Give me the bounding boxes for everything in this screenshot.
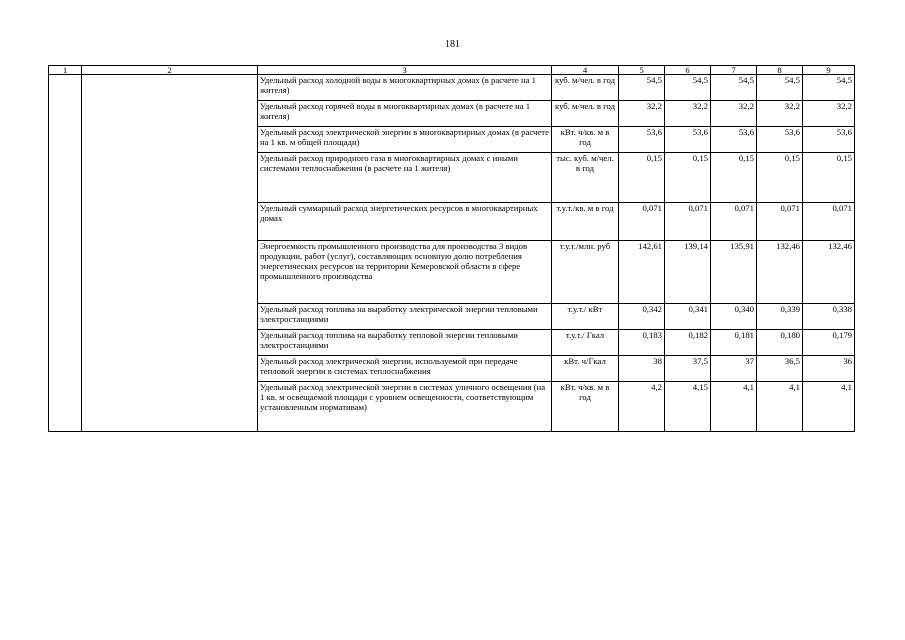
value-cell: 54,5 <box>665 75 711 101</box>
indicator-cell: Удельный расход природного газа в многоквартирных домах с иными системами теплоснабжения (в расчете на 1 жителя) <box>258 153 552 203</box>
column-header: 1 <box>49 66 82 75</box>
value-cell: 0,15 <box>757 153 803 203</box>
value-cell: 135,91 <box>711 241 757 304</box>
column-number-row <box>49 66 855 75</box>
value-cell: 0,15 <box>665 153 711 203</box>
value-cell: 37,5 <box>665 356 711 382</box>
column-header: 2 <box>82 66 258 75</box>
column-header: 4 <box>552 66 619 75</box>
empty-cell <box>82 75 258 432</box>
value-cell: 4,1 <box>711 382 757 432</box>
unit-cell: т.у.т./ кВт <box>552 304 619 330</box>
column-header: 6 <box>665 66 711 75</box>
value-cell: 0,181 <box>711 330 757 356</box>
value-cell: 4,1 <box>803 382 855 432</box>
value-cell: 54,5 <box>803 75 855 101</box>
value-cell: 53,6 <box>665 127 711 153</box>
value-cell: 0,071 <box>803 203 855 241</box>
value-cell: 36 <box>803 356 855 382</box>
value-cell: 32,2 <box>665 101 711 127</box>
indicator-cell: Удельный расход электрической энергии в системах уличного освещения (на 1 кв. м освещаемой площади с уровнем освещенности, соответствующим установленным нормативам) <box>258 382 552 432</box>
value-cell: 0,15 <box>711 153 757 203</box>
page-number: 181 <box>445 39 460 50</box>
unit-cell: кВт. ч/кв. м в год <box>552 127 619 153</box>
value-cell: 4,2 <box>619 382 665 432</box>
value-cell: 32,2 <box>757 101 803 127</box>
value-cell: 0,180 <box>757 330 803 356</box>
table-row <box>49 75 855 101</box>
value-cell: 54,5 <box>711 75 757 101</box>
value-cell: 4,15 <box>665 382 711 432</box>
unit-cell: т.у.т./млн. руб <box>552 241 619 304</box>
value-cell: 0,342 <box>619 304 665 330</box>
column-header: 7 <box>711 66 757 75</box>
column-header: 3 <box>258 66 552 75</box>
value-cell: 53,6 <box>757 127 803 153</box>
indicator-cell: Удельный расход холодной воды в многоквартирных домах (в расчете на 1 жителя) <box>258 75 552 101</box>
indicator-cell: Удельный расход электрической энергии, используемой при передаче тепловой энергии в системах теплоснабжения <box>258 356 552 382</box>
unit-cell: куб. м/чел. в год <box>552 75 619 101</box>
value-cell: 0,179 <box>803 330 855 356</box>
indicator-cell: Удельный расход топлива на выработку тепловой энергии тепловыми электростанциями <box>258 330 552 356</box>
value-cell: 32,2 <box>619 101 665 127</box>
value-cell: 53,6 <box>619 127 665 153</box>
unit-cell: т.у.т./ Гкал <box>552 330 619 356</box>
value-cell: 54,5 <box>757 75 803 101</box>
value-cell: 0,338 <box>803 304 855 330</box>
value-cell: 132,46 <box>803 241 855 304</box>
value-cell: 139,14 <box>665 241 711 304</box>
unit-cell: т.у.т./кв. м в год <box>552 203 619 241</box>
value-cell: 132,46 <box>757 241 803 304</box>
indicator-cell: Удельный расход горячей воды в многоквартирных домах (в расчете на 1 жителя) <box>258 101 552 127</box>
unit-cell: кВт. ч/Гкал <box>552 356 619 382</box>
value-cell: 32,2 <box>711 101 757 127</box>
value-cell: 142,61 <box>619 241 665 304</box>
indicator-cell: Энергоемкость промышленного производства для производства 3 видов продукции, работ (услуг), составляющих основную долю потребления энергетических ресурсов на территории Кемеровской области в сфере промышленного производства <box>258 241 552 304</box>
unit-cell: тыс. куб. м/чел. в год <box>552 153 619 203</box>
value-cell: 0,15 <box>619 153 665 203</box>
value-cell: 4,1 <box>757 382 803 432</box>
value-cell: 0,341 <box>665 304 711 330</box>
column-header: 5 <box>619 66 665 75</box>
value-cell: 0,15 <box>803 153 855 203</box>
indicator-cell: Удельный расход топлива на выработку электрической энергии тепловыми электростанциями <box>258 304 552 330</box>
unit-cell: кВт. ч/кв. м в год <box>552 382 619 432</box>
value-cell: 54,5 <box>619 75 665 101</box>
value-cell: 0,071 <box>665 203 711 241</box>
value-cell: 53,6 <box>711 127 757 153</box>
unit-cell: куб. м/чел. в год <box>552 101 619 127</box>
empty-cell <box>49 75 82 432</box>
value-cell: 36,5 <box>757 356 803 382</box>
indicator-cell: Удельный суммарный расход энергетических ресурсов в многоквартирных домах <box>258 203 552 241</box>
value-cell: 0,183 <box>619 330 665 356</box>
value-cell: 0,071 <box>757 203 803 241</box>
value-cell: 0,339 <box>757 304 803 330</box>
value-cell: 53,6 <box>803 127 855 153</box>
value-cell: 0,071 <box>619 203 665 241</box>
value-cell: 0,182 <box>665 330 711 356</box>
column-header: 8 <box>757 66 803 75</box>
value-cell: 0,340 <box>711 304 757 330</box>
value-cell: 38 <box>619 356 665 382</box>
column-header: 9 <box>803 66 855 75</box>
value-cell: 37 <box>711 356 757 382</box>
indicators-table <box>48 65 855 432</box>
indicator-cell: Удельный расход электрической энергии в многоквартирных домах (в расчете на 1 кв. м общей площади) <box>258 127 552 153</box>
value-cell: 0,071 <box>711 203 757 241</box>
value-cell: 32,2 <box>803 101 855 127</box>
